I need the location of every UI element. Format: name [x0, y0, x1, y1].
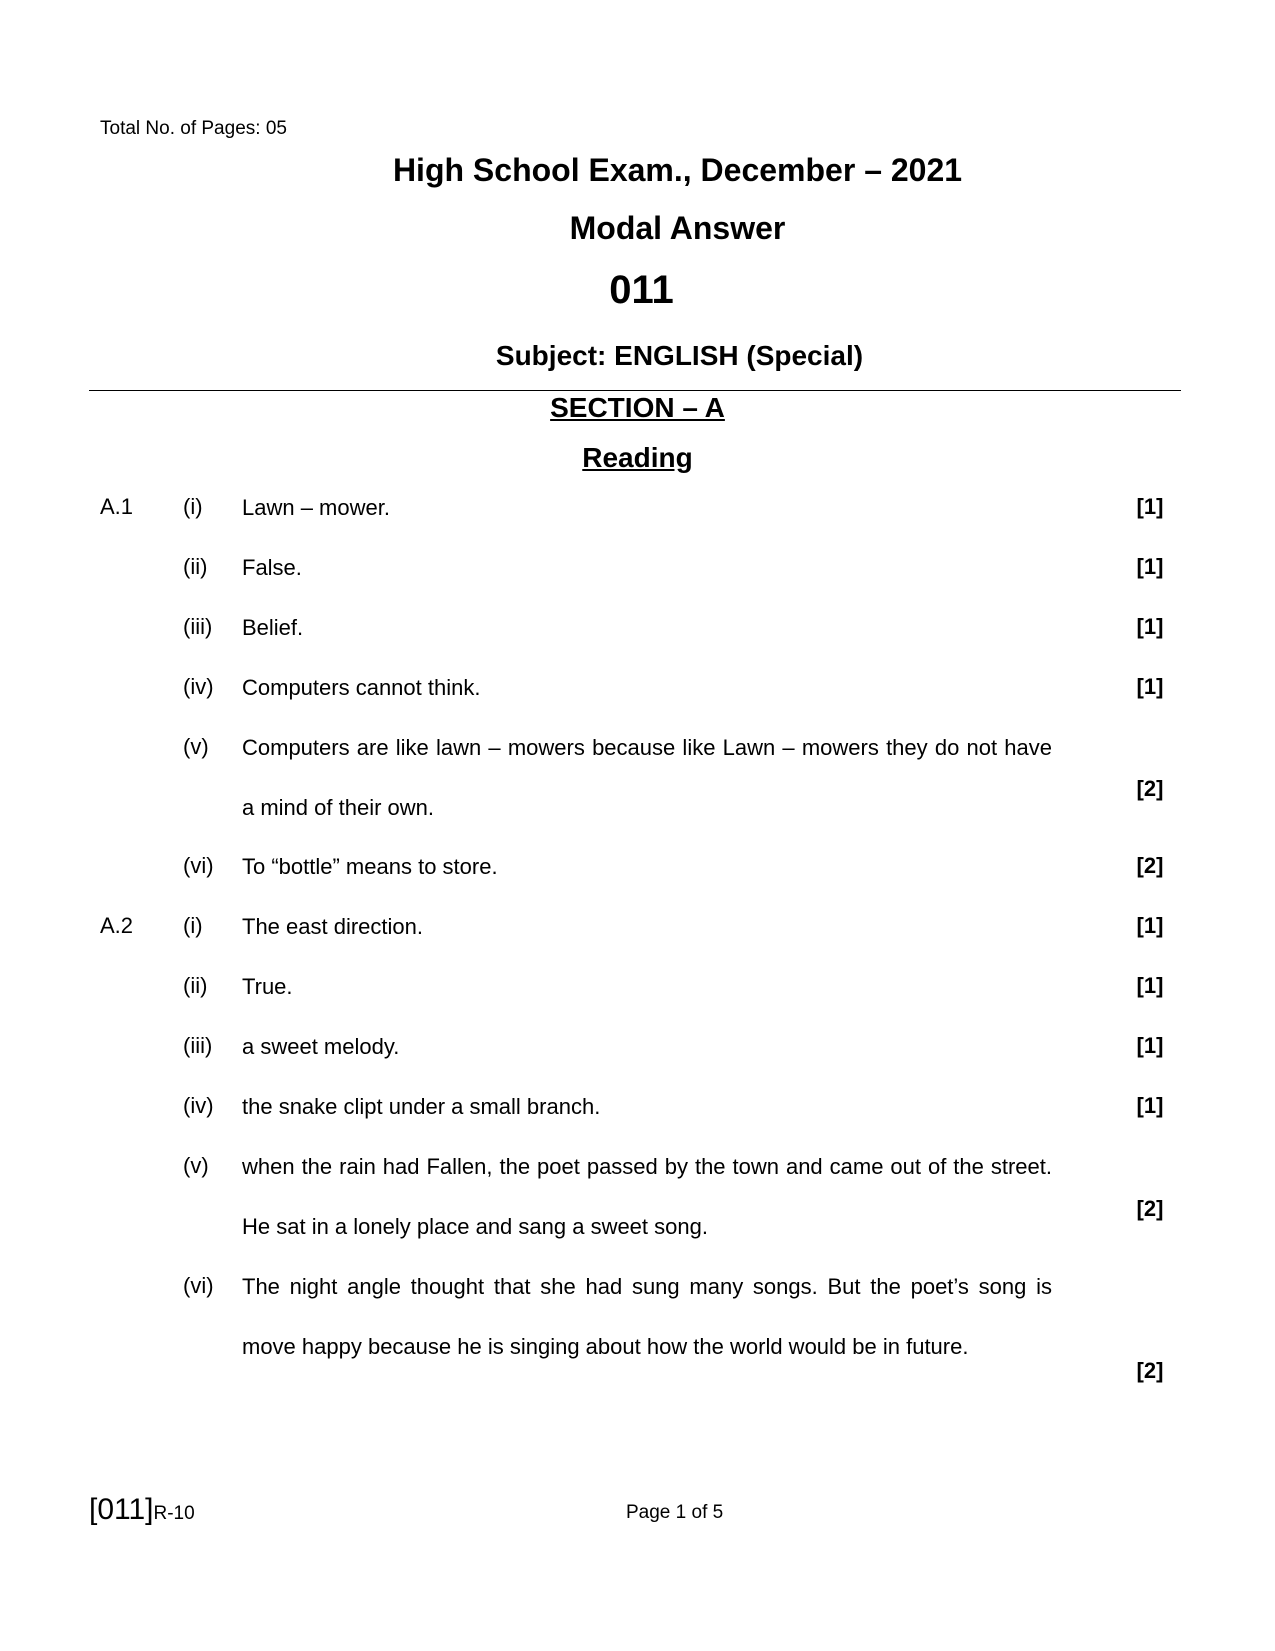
answer-text: To “bottle” means to store. — [242, 854, 498, 879]
document-type: Modal Answer — [569, 210, 786, 246]
answer-text: a sweet melody. — [242, 1034, 400, 1059]
answer-number: (i) — [183, 913, 203, 938]
answer-number: (vi) — [183, 853, 214, 878]
section-heading: SECTION – A — [550, 392, 725, 423]
answer-text: when the rain had Fallen, the poet passed by the town and came out of the street. He sat in a lonely place and sang a sweet song. — [242, 1154, 1052, 1239]
answer-text: True. — [242, 974, 293, 999]
answer-text: Lawn – mower. — [242, 495, 390, 520]
total-pages-note: Total No. of Pages: 05 — [100, 118, 287, 139]
marks-label: [1] — [1136, 1033, 1164, 1058]
marks-label: [1] — [1136, 554, 1164, 579]
subject-line: Subject: ENGLISH (Special) — [495, 340, 864, 371]
answer-number: (ii) — [183, 554, 208, 579]
marks-label: [2] — [1136, 853, 1164, 878]
answer-text: Computers cannot think. — [242, 675, 481, 700]
answer-number: (iii) — [183, 1033, 213, 1058]
answer-number: (v) — [183, 1153, 209, 1178]
footer-code-suffix: R-10 — [153, 1503, 195, 1524]
marks-label: [1] — [1136, 674, 1164, 699]
marks-label: [2] — [1136, 1196, 1164, 1221]
answer-text: Belief. — [242, 615, 304, 640]
marks-label: [1] — [1136, 614, 1164, 639]
answer-text: The east direction. — [242, 914, 423, 939]
marks-label: [1] — [1136, 1093, 1164, 1118]
page-number: Page 1 of 5 — [626, 1502, 724, 1523]
section-subheading: Reading — [582, 442, 693, 473]
question-label: A.2 — [100, 913, 134, 938]
header-divider — [89, 390, 1181, 391]
marks-label: [2] — [1136, 776, 1164, 801]
marks-label: [1] — [1136, 973, 1164, 998]
answer-text: Computers are like lawn – mowers because like Lawn – mowers they do not have a mind of their own. — [242, 735, 1052, 820]
answer-number: (iv) — [183, 1093, 214, 1118]
answer-number: (iii) — [183, 614, 213, 639]
footer-paper-code — [89, 1493, 195, 1527]
answer-number: (iv) — [183, 674, 214, 699]
paper-code: 011 — [609, 268, 674, 312]
exam-title: High School Exam., December – 2021 — [392, 152, 963, 188]
answer-number: (ii) — [183, 973, 208, 998]
answer-number: (vi) — [183, 1273, 214, 1298]
marks-label: [1] — [1136, 494, 1164, 519]
answer-text: False. — [242, 555, 302, 580]
answer-number: (i) — [183, 494, 203, 519]
footer-code-main: [011] — [89, 1493, 154, 1526]
marks-label: [2] — [1136, 1358, 1164, 1383]
answer-text: The night angle thought that she had sung many songs. But the poet’s song is move happy because he is singing about how the world would be in future. — [242, 1274, 1052, 1359]
marks-label: [1] — [1136, 913, 1164, 938]
question-label: A.1 — [100, 494, 134, 519]
answer-number: (v) — [183, 734, 209, 759]
answer-text: the snake clipt under a small branch. — [242, 1094, 601, 1119]
